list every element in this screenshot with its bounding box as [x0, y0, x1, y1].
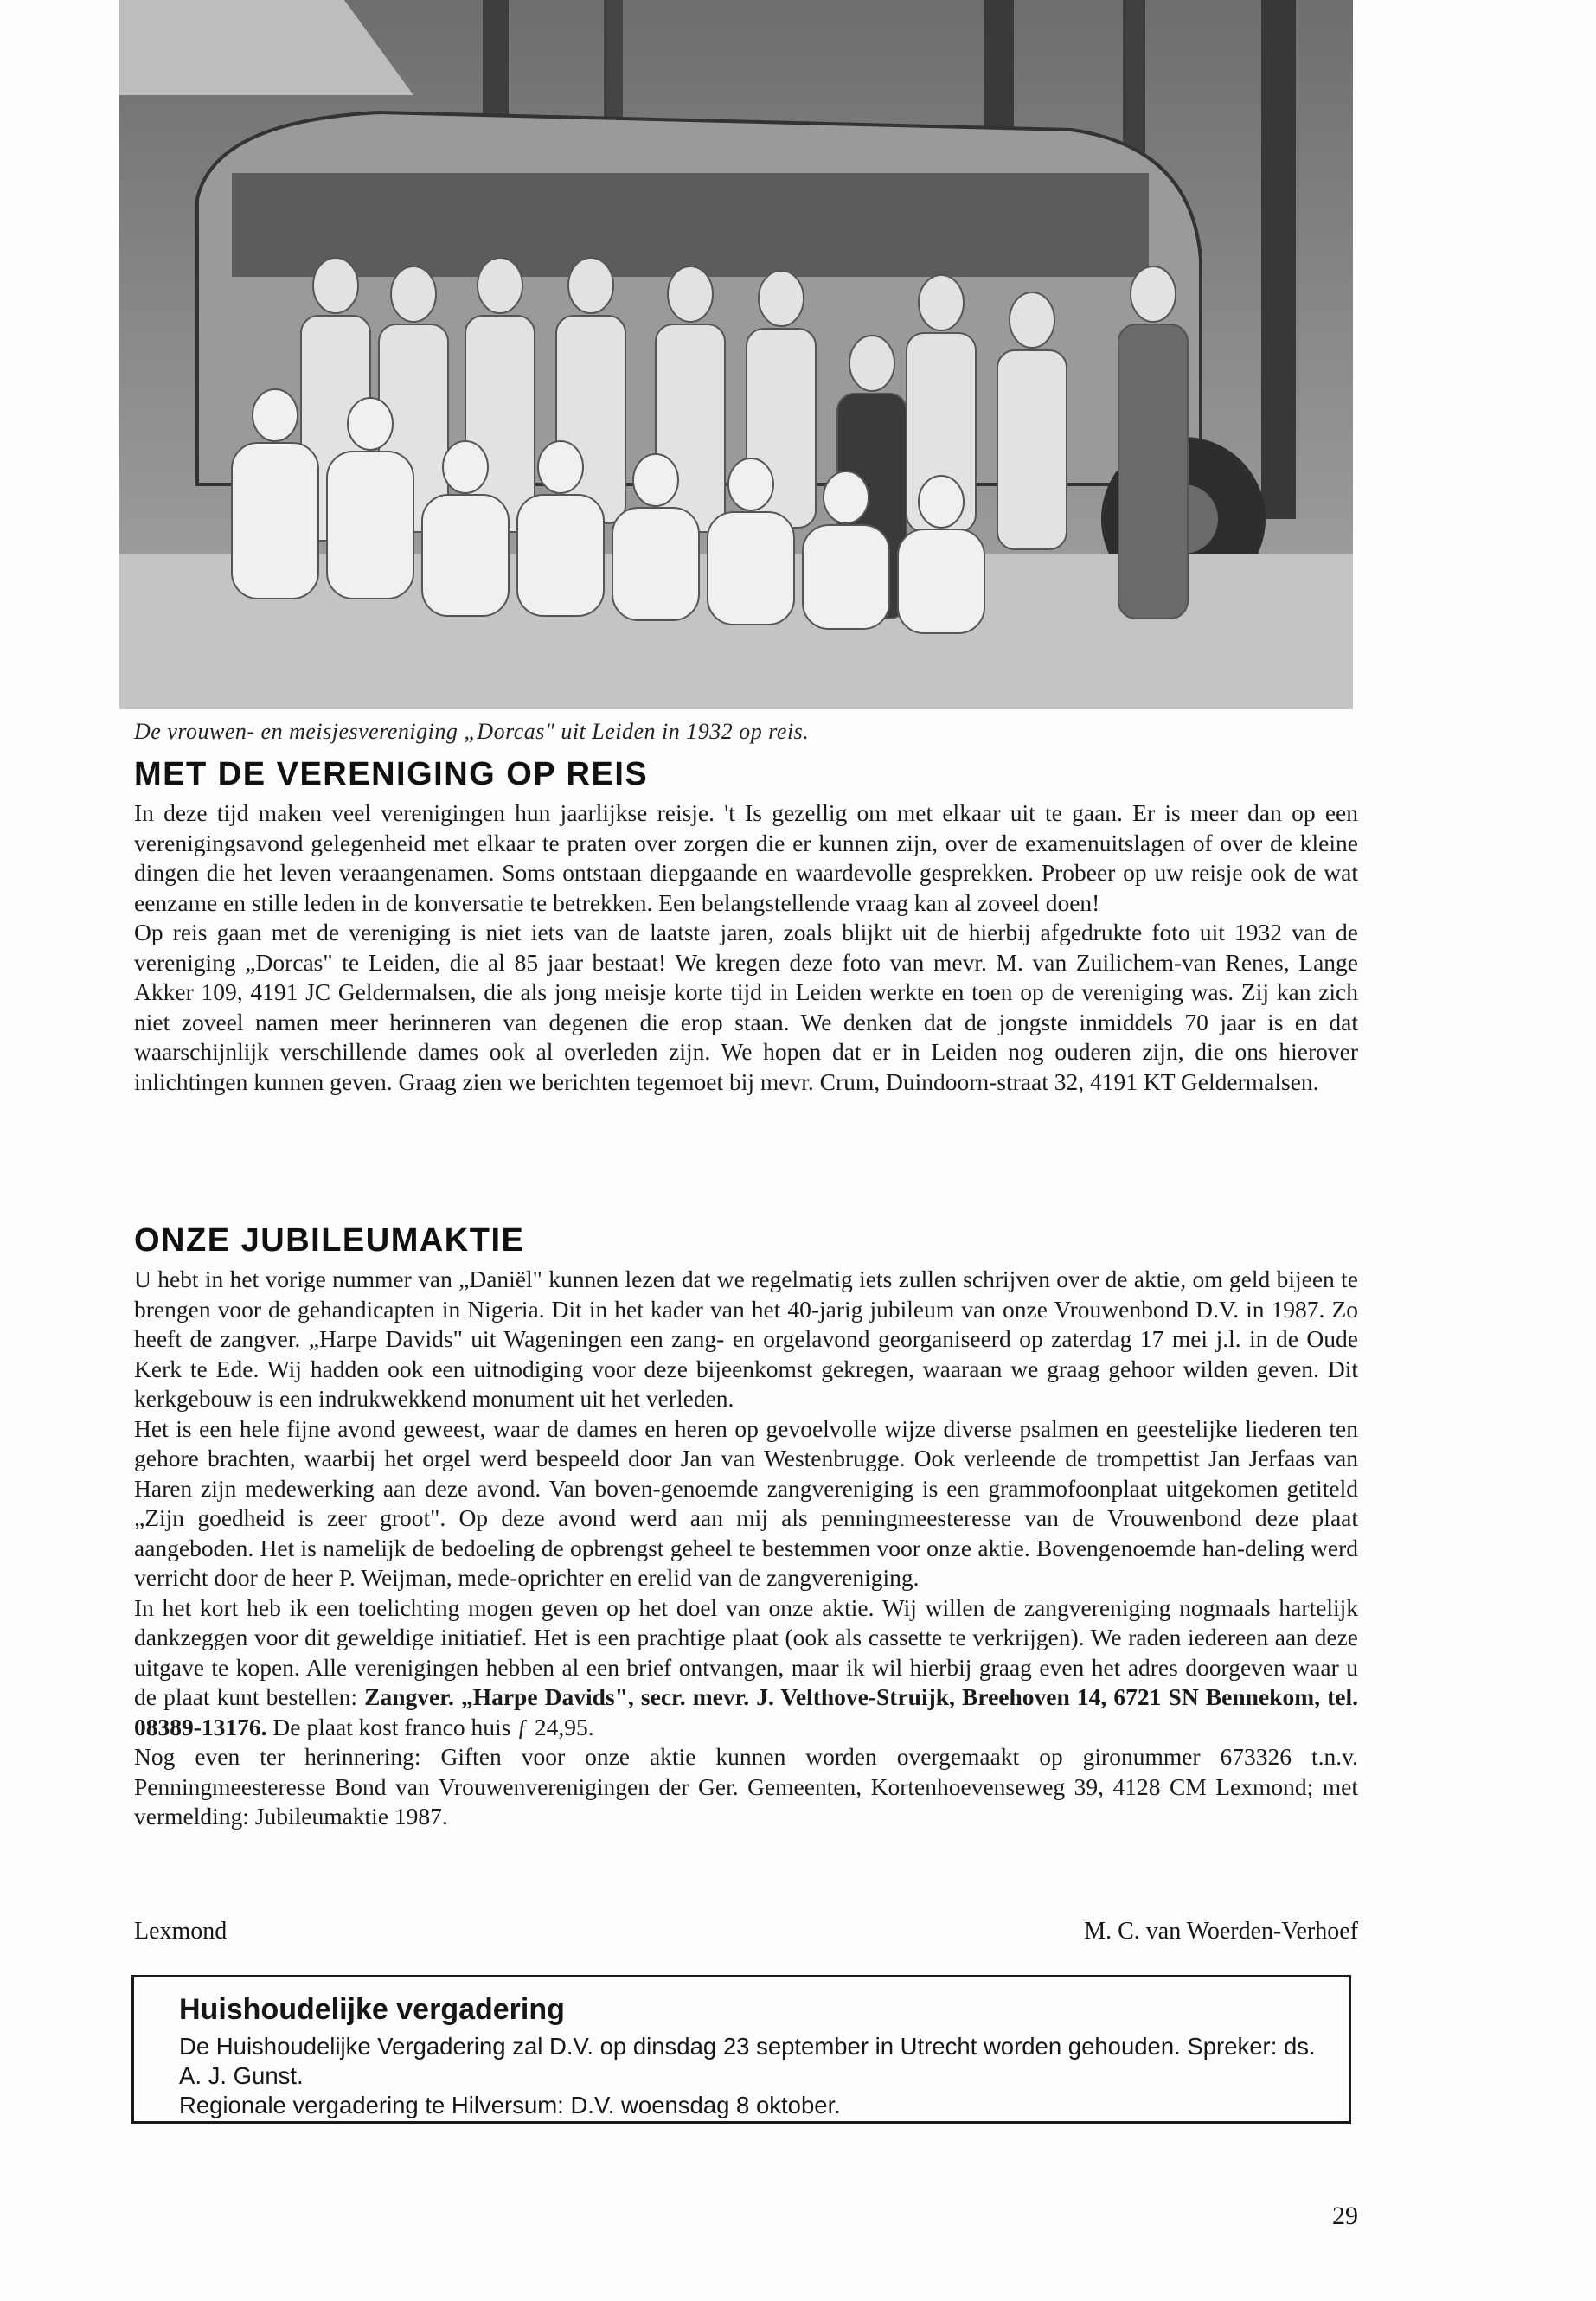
group-photo	[119, 0, 1353, 709]
group-photo-bus-icon	[119, 0, 1353, 709]
paragraph: Op reis gaan met de vereniging is niet iets van de laatste jaren, zoals blijkt uit de hierbij afgedrukte foto uit 1932 van de vereniging „Dorcas" te Leiden, die al 85 jaar bestaat! We kregen deze foto van mevr. M. van Zuilichem-van Renes, Lange Akker 109, 4191 JC Geldermalsen, die als jong meisje korte tijd in Leiden werkte en toen op de vereniging was. Zij kan zich niet zoveel namen meer herinneren van degenen die erop staan. We denken dat de jongste inmiddels 70 jaar is en dat waarschijnlijk verschillende dames ook al overleden zijn. We hopen dat er in Leiden nog ouderen zijn, die ons hierover inlichtingen kunnen geven. Graag zien we berichten tegemoet bij mevr. Crum, Duindoorn-straat 32, 4191 KT Geldermalsen.	[134, 919, 1358, 1095]
section-heading: MET DE VERENIGING OP REIS	[134, 756, 649, 792]
price-text: De plaat kost franco huis ƒ 24,95.	[272, 1713, 594, 1740]
signature	[134, 1917, 1358, 1946]
notice-text: De Huishoudelijke Vergadering zal D.V. op dinsdag 23 september in Utrecht worden gehouden. Spreker: ds. A. J. Gunst.	[179, 2033, 1316, 2089]
page-number: 29	[1332, 2202, 1358, 2230]
section-heading: ONZE JUBILEUMAKTIE	[134, 1222, 525, 1259]
notice-title: Huishoudelijke vergadering	[179, 1993, 565, 2026]
section-jubileumaktie	[134, 1222, 1358, 1832]
signature-name: M. C. van Woerden-Verhoef	[1084, 1918, 1358, 1945]
paragraph: Het is een hele fijne avond geweest, waar de dames en heren op gevoelvolle wijze diverse psalmen en geestelijke liederen ten gehore brachten, waarbij het orgel werd bespeeld door Jan van Westenbrugge. Ook verleende de trompettist Jan Jerfaas van Haren zijn medewerking aan deze avond. Van boven-genoemde zangvereniging is een grammofoonplaat uitgekomen getiteld „Zijn goedheid is zeer groot". Op deze avond werd aan mij als penningmeesteresse van de Vrouwenbond deze plaat aangeboden. Het is namelijk de bedoeling de opbrengst geheel te bestemmen voor onze aktie. Bovengenoemde han-deling werd verricht door de heer P. Weijman, mede-oprichter en erelid van de zangvereniging.	[134, 1414, 1358, 1591]
paragraph: U hebt in het vorige nummer van „Daniël" kunnen lezen dat we regelmatig iets zullen schrijven over de aktie, om geld bijeen te brengen voor de gehandicapten in Nigeria. Dit in het kader van het 40-jarig jubileum van onze Vrouwenbond D.V. in 1987. Zo heeft de zangver. „Harpe Davids" uit Wageningen een zang- en orgelavond georganiseerd op zaterdag 17 mei j.l. in de Oude Kerk te Ede. Wij hadden ook een uitnodiging voor deze bijeenkomst gekregen, waaraan we graag gehoor wilden geven. Dit kerkgebouw is een indrukwekkend monument uit het verleden.	[134, 1266, 1358, 1412]
signature-place: Lexmond	[134, 1918, 228, 1945]
photo-caption: De vrouwen- en meisjesvereniging „Dorcas" uit Leiden in 1932 op reis.	[134, 719, 810, 744]
paragraph-text: In het kort heb ik een toelichting mogen geven op het doel van onze aktie. Wij willen de zangvereniging nogmaals hartelijk dankzeggen voor dit geweldige initiatief. Het is een prachtige plaat (ook als cassette te verkrijgen). We raden iedereen aan deze uitgave te kopen. Alle verenigingen hebben al een brief ontvangen, maar ik wil hierbij graag even het adres doorgeven waar u de plaat kunt bestellen:	[134, 1593, 1358, 1710]
order-address: Zangver. „Harpe Davids", secr. mevr. J. Velthove-Struijk, Breehoven 14, 6721 SN Bennekom, tel. 08389-13176.	[134, 1683, 1358, 1740]
paragraph	[134, 1593, 1358, 1743]
paragraph: In deze tijd maken veel verenigingen hun jaarlijkse reisje. 't Is gezellig om met elkaar uit te gaan. Er is meer dan op een verenigingsavond gelegenheid met elkaar te praten over zorgen die er kunnen zijn, over de examenuitslagen of over de kleine dingen die het leven veraangenamen. Soms ontstaan diepgaande en waardevolle gesprekken. Probeer op uw reisje ook de wat eenzame en stille leden in de konversatie te betrekken. Een belangstellende vraag kan al zoveel doen!	[134, 799, 1358, 916]
notice-text: Regionale vergadering te Hilversum: D.V. woensdag 8 oktober.	[179, 2092, 841, 2118]
section-met-de-vereniging	[134, 756, 1358, 1097]
paragraph: Nog even ter herinnering: Giften voor onze aktie kunnen worden overgemaakt op gironummer 673326 t.n.v. Penningmeesteresse Bond van Vrouwenverenigingen der Ger. Gemeenten, Kortenhoevenseweg 39, 4128 CM Lexmond; met vermelding: Jubileumaktie 1987.	[134, 1743, 1358, 1830]
notice-box	[131, 1975, 1351, 2124]
